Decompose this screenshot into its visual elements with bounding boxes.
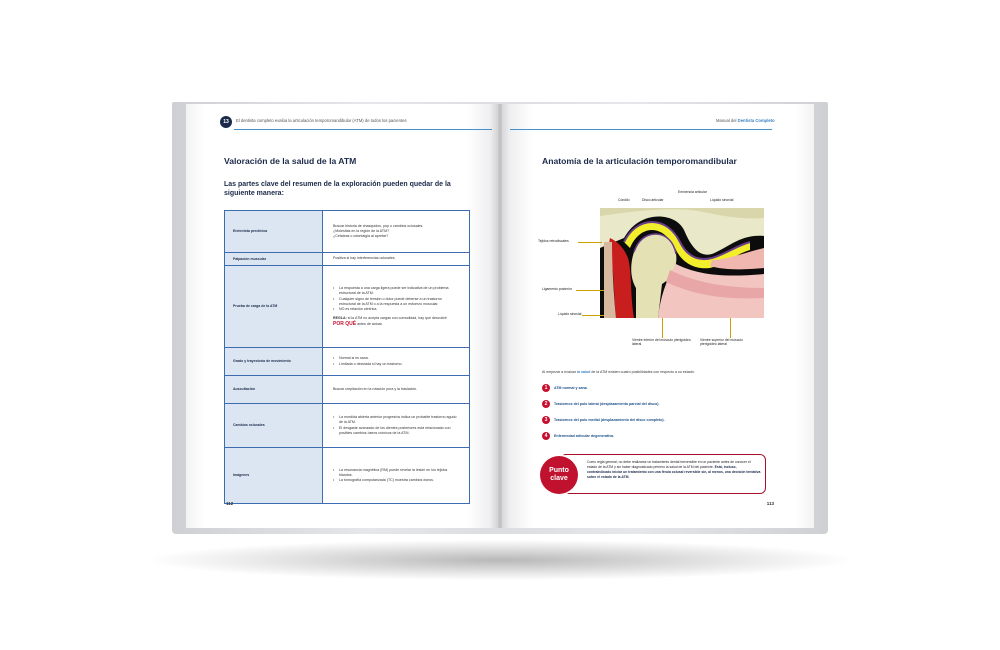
item-text: ATM normal y sana. xyxy=(554,386,588,390)
left-page-number: 112 xyxy=(226,501,234,506)
book-shadow xyxy=(150,540,850,580)
item-number: 2 xyxy=(542,400,550,408)
row-value xyxy=(323,253,470,266)
rule-label: REGLA: xyxy=(333,316,347,321)
table-row xyxy=(225,348,470,376)
open-book xyxy=(172,100,828,536)
row-label: Auscultación xyxy=(225,376,323,404)
label-liquido-superior: Líquido sinovial xyxy=(710,198,734,202)
value-line: ¿Molestias en la región de la ATM? xyxy=(333,228,390,233)
row-value xyxy=(323,448,470,504)
intro-suffix: de la ATM existen cuatro posibilidades con respecto a su estado: xyxy=(591,370,695,374)
left-running-header: El dentista completo evalúa la articulación temporomandibular (ATM) de todos los pacientes xyxy=(236,118,407,123)
item-text: Enfermedad articular degenerativa. xyxy=(554,434,615,438)
value-bullet: • Limitada o desviada si hay un trastorno. xyxy=(333,362,459,367)
header-accent: Dentista Completo xyxy=(737,118,775,123)
intro-highlight: la salud xyxy=(576,370,591,374)
table-row xyxy=(225,376,470,404)
value-bullet: • Cualquier signo de tensión o dolor puede deberse a un trastorno estructural de la ATM o a la respuesta a un esfuerzo muscular. xyxy=(333,297,459,307)
right-header-rule xyxy=(510,129,772,130)
right-page-title: Anatomía de la articulación temporomandibular xyxy=(542,156,737,166)
key-point-text-a: Como regla general, no debe realizarse un tratamiento dental irreversible en un paciente antes de conocer el estado de la ATM y sin haber diagnosticado primero la salud de la ATM del paciente. xyxy=(587,460,751,469)
value-bullet: • La resonancia magnética (RM) puede revelar la lesión en los tejidos blandos. xyxy=(333,468,459,478)
badge-line-2: clave xyxy=(550,475,568,482)
row-label: Prueba de carga de la ATM xyxy=(225,266,323,348)
leader-line xyxy=(576,290,604,291)
value-line: Buscar historia de chasquidos, pop o cambios oclusales. xyxy=(333,223,424,228)
item-text: Trastornos del polo medial (desplazamiento del disco completo). xyxy=(554,418,665,422)
row-label: Grado y trayectoria de movimiento xyxy=(225,348,323,376)
table-row xyxy=(225,448,470,504)
tmj-anatomy-illustration xyxy=(600,208,764,318)
key-point-box xyxy=(560,454,766,494)
label-condilo: Cóndilo xyxy=(618,198,630,202)
row-value xyxy=(323,404,470,448)
row-value xyxy=(323,376,470,404)
right-page xyxy=(502,104,814,528)
table-row xyxy=(225,404,470,448)
row-label: Imágenes xyxy=(225,448,323,504)
table-row xyxy=(225,211,470,253)
right-page-number: 113 xyxy=(766,501,774,506)
exam-summary-table xyxy=(224,210,470,504)
label-liquido-inferior: Líquido sinovial xyxy=(558,312,582,316)
table-row xyxy=(225,266,470,348)
value-line: Positiva si hay interferencias oclusales. xyxy=(333,256,396,261)
right-running-header xyxy=(716,118,775,123)
rule-emphasis: POR QUÉ xyxy=(333,320,357,327)
badge-line-1: Punto xyxy=(549,467,569,474)
leader-line xyxy=(578,242,602,243)
row-label: Cambios oclusales xyxy=(225,404,323,448)
header-prefix: Manual del xyxy=(716,118,737,123)
item-number: 4 xyxy=(542,432,550,440)
value-bullet: • Normal si es sana. xyxy=(333,356,459,361)
tmj-anatomy-drawing xyxy=(600,208,764,318)
key-point-badge xyxy=(540,456,578,494)
row-value xyxy=(323,211,470,253)
table-row xyxy=(225,253,470,266)
row-value xyxy=(323,266,470,348)
leader-line xyxy=(662,318,663,338)
label-tejidos-retrodiscales: Tejidos retrodiscales xyxy=(538,239,569,243)
row-value xyxy=(323,348,470,376)
item-text: Trastornos del polo lateral (desplazamiento parcial del disco). xyxy=(554,402,660,406)
label-vientre-superior: Vientre superior del músculo pterigoideo lateral xyxy=(700,338,743,347)
label-vientre-inferior: Vientre inferior del músculo pterigoideo lateral xyxy=(632,338,691,347)
value-bullet: • El desgaste avanzado de los dientes posteriores está relacionado con posibles cambios óseos crónicos de la ATM. xyxy=(333,426,459,436)
intro-text xyxy=(542,370,695,374)
value-bullet: • NO es relación céntrica. xyxy=(333,307,459,312)
label-eminencia: Eminencia articular xyxy=(678,190,707,194)
row-label: Entrevista preclínica xyxy=(225,211,323,253)
leader-line xyxy=(730,318,731,338)
item-number: 3 xyxy=(542,416,550,424)
item-number: 1 xyxy=(542,384,550,392)
rule-end: antes de actuar. xyxy=(357,321,383,326)
left-page-title: Valoración de la salud de la ATM xyxy=(224,156,357,166)
rule-line-2 xyxy=(333,322,459,327)
rule-text: si la ATM no acepta cargas con comodidad, hay que descubrir xyxy=(347,316,447,321)
key-point-text-b: Está, incluso, contraindicado iniciar un tratamiento con una férula oclusal reversible sin, al menos, una decisión tentativa sobre el estado de la ATM. xyxy=(587,465,761,479)
value-line: Buscar crepitación en la rotación pura y la traslación. xyxy=(333,386,418,391)
left-header-rule xyxy=(234,129,492,130)
left-page xyxy=(186,104,498,528)
left-page-subtitle: Las partes clave del resumen de la exploración pueden quedar de la siguiente manera: xyxy=(224,181,451,197)
intro-prefix: Al empezar a evaluar xyxy=(542,370,576,374)
value-bullet: • La mordida abierta anterior progresiva indica un probable trastorno agudo de la ATM. xyxy=(333,415,459,425)
leader-line xyxy=(582,315,604,316)
book-gutter xyxy=(490,104,510,528)
label-ligamento-posterior: Ligamento posterior xyxy=(542,287,572,291)
chapter-badge: 13 xyxy=(220,116,232,128)
label-disco: Disco articular xyxy=(642,198,664,202)
key-point-text xyxy=(587,460,761,480)
value-bullet: • La tomografía computarizada (TC) muestra cambios óseos. xyxy=(333,478,459,483)
value-line: ¿Cefaleas o odontalgia al apretar? xyxy=(333,234,389,239)
row-label: Palpación muscular xyxy=(225,253,323,266)
value-bullet: • La respuesta a una carga ligera puede ser indicativa de un problema estructural de la ATM. xyxy=(333,286,459,296)
